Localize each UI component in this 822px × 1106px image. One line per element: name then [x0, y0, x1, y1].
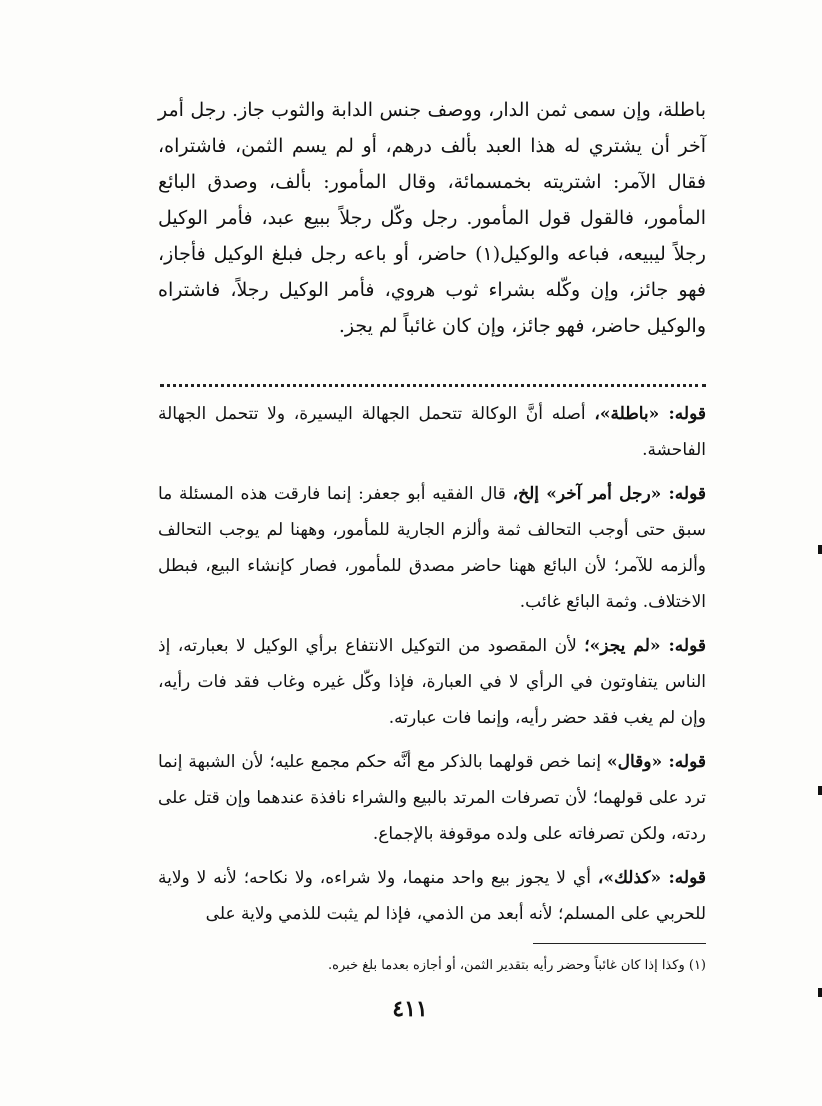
scan-edge-mark [818, 988, 822, 997]
commentary-block [158, 396, 706, 940]
dotted-separator [160, 384, 706, 387]
commentary-lead: قوله: «كذلك»، [597, 868, 706, 888]
commentary-text: لأن المقصود من التوكيل الانتفاع برأي الوكيل لا بعبارته، إذ الناس يتفاوتون في الرأي لا في العبارة، فإذا وكّل غيره وغاب فقد فات رأيه، وإن لم يغب فقد حضر رأيه، وإنما فات عبارته. [158, 636, 706, 728]
commentary-text: أصله أنَّ الوكالة تتحمل الجهالة اليسيرة، ولا تتحمل الجهالة الفاحشة. [158, 404, 706, 460]
commentary-paragraph [158, 860, 706, 932]
commentary-paragraph [158, 396, 706, 468]
commentary-paragraph [158, 476, 706, 620]
commentary-text: إنما خص قولهما بالذكر مع أنَّه حكم مجمع عليه؛ لأن الشبهة إنما ترد على قولهما؛ لأن تصرفات المرتد بالبيع والشراء نافذة عندهما وإن قتل على ردته، ولكن تصرفاته على ولده موقوفة بالإجماع. [158, 752, 706, 844]
footnote: (١) وكذا إذا كان غائباً وحضر رأيه بتقدير الثمن، أو أجازه بعدما بلغ خبره. [328, 958, 706, 973]
scan-edge-mark [818, 545, 822, 554]
main-text-block [158, 92, 706, 344]
commentary-text: قال الفقيه أبو جعفر: إنما فارقت هذه المسئلة ما سبق حتى أوجب التحالف ثمة وألزم الجارية للمأمور، وههنا لم يوجب التحالف وألزمه للآمر؛ لأن البائع ههنا حاضر مصدق للمأمور، فصار كإنشاء البيع، فبطل الاختلاف. وثمة البائع غائب. [158, 484, 706, 612]
commentary-paragraph [158, 628, 706, 736]
main-text-paragraph: باطلة، وإن سمى ثمن الدار، ووصف جنس الدابة والثوب جاز. رجل أمر آخر أن يشتري له هذا العبد بألف درهم، أو لم يسم الثمن، فاشتراه، فقال الآمر: اشتريته بخمسمائة، وقال المأمور: بألف، وصدق البائع المأمور، فالقول قول المأمور. رجل وكّل رجلاً ببيع عبد، فأمر الوكيل رجلاً ليبيعه، فباعه والوكيل(١) حاضر، أو باعه رجل فبلغ الوكيل فأجاز، فهو جائز، وإن وكّله بشراء ثوب هروي، فأمر الوكيل رجلاً، فاشتراه والوكيل حاضر، فهو جائز، وإن كان غائباً لم يجز. [158, 99, 706, 337]
commentary-paragraph [158, 744, 706, 852]
commentary-lead: قوله: «وقال» [607, 752, 706, 772]
commentary-lead: قوله: «لم يجز»؛ [584, 636, 706, 656]
commentary-lead: قوله: «رجل أمر آخر» إلخ، [512, 484, 706, 504]
page-number: ٤١١ [392, 996, 428, 1022]
commentary-lead: قوله: «باطلة»، [594, 404, 706, 424]
scan-edge-mark [818, 786, 822, 795]
commentary-text: أي لا يجوز بيع واحد منهما، ولا شراءه، ولا نكاحه؛ لأنه لا ولاية للحربي على المسلم؛ لأنه أبعد من الذمي، فإذا لم يثبت للذمي ولاية على [158, 868, 706, 924]
footnote-rule [533, 943, 706, 944]
